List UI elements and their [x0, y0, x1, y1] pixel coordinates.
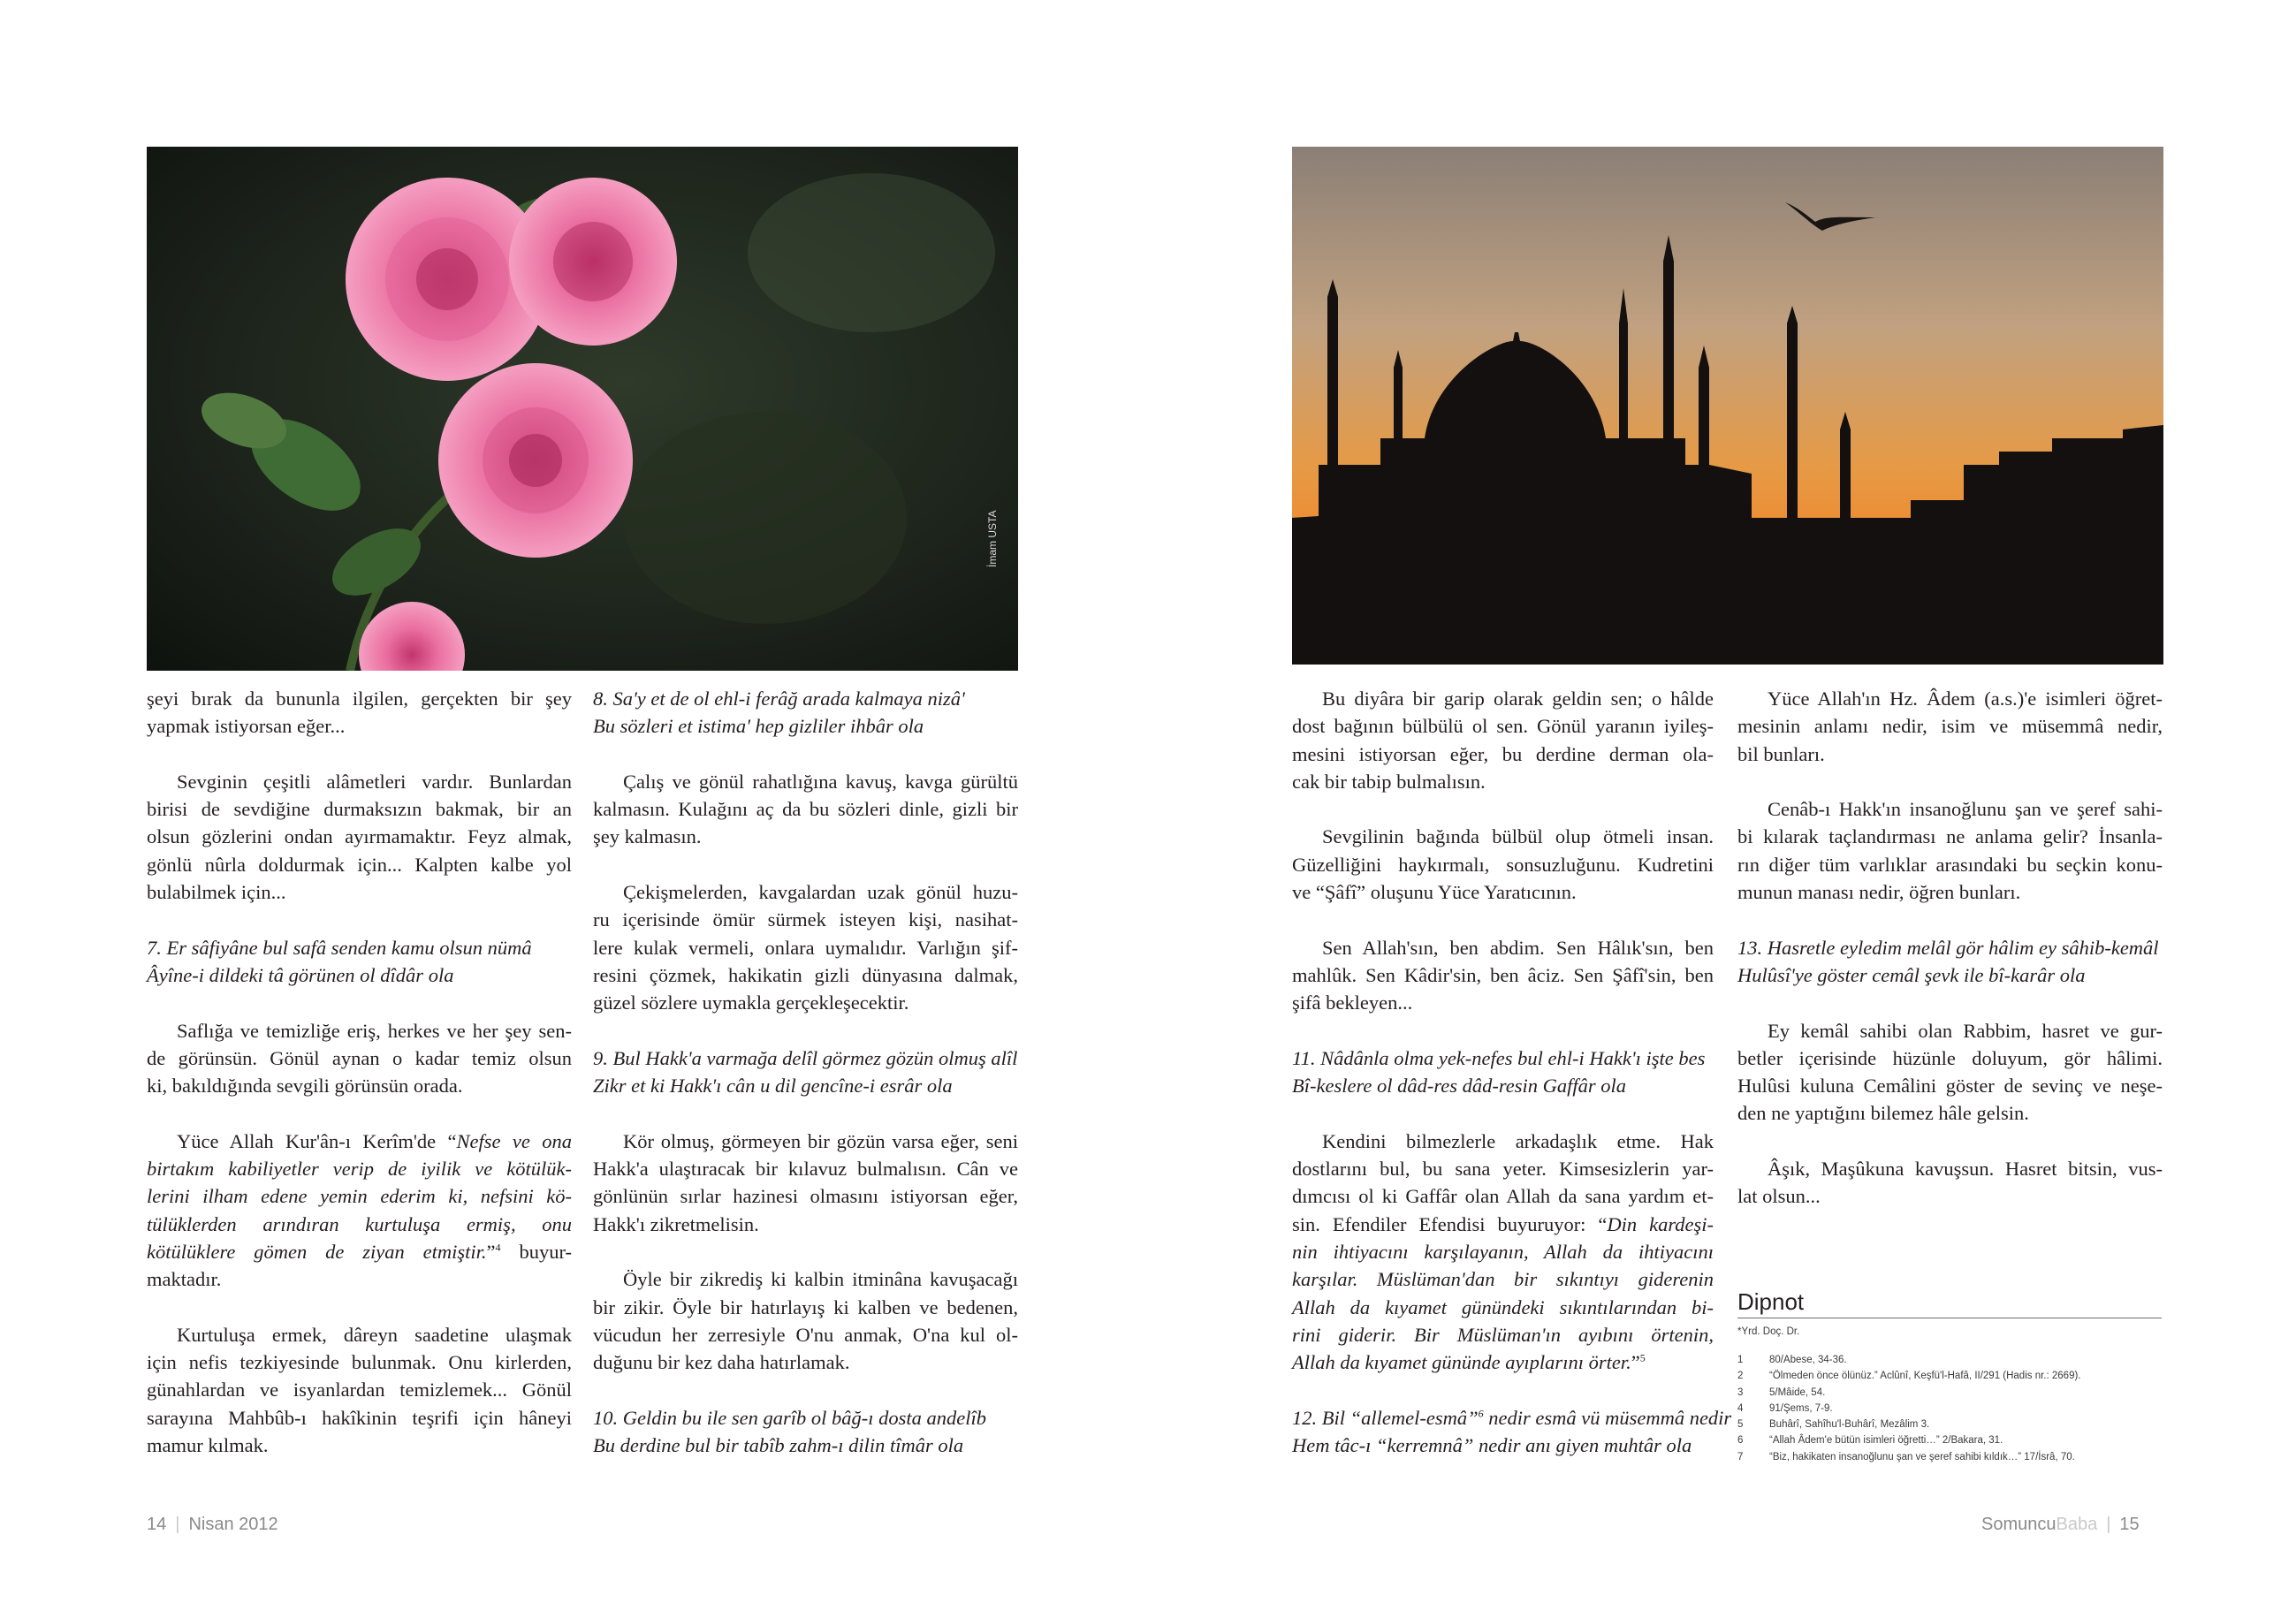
verse-line: 10. Geldin bu ile sen garîb ol bâğ-ı dosta andelîb: [593, 1406, 986, 1429]
page-number-right: 15: [2119, 1515, 2140, 1534]
text-line: Ey kemâl sahibi olan Rabbim, hasret ve gur-: [1768, 1019, 2163, 1042]
text-line: lat olsun...: [1737, 1185, 1821, 1208]
text-line: sarayına Mahbûb-ı hakîkinin teşrifi için hâneyi: [147, 1406, 572, 1429]
text-line: bir zikir. Öyle bir hatırlayış ki kalben ve bedenen,: [593, 1295, 1018, 1318]
mosque-illustration: [1292, 147, 2163, 665]
photo-credit: İmam USTA: [986, 510, 999, 567]
paragraph: [147, 768, 572, 906]
text-line: ve “Şâfî” oluşunu Yüce Yaratıcının.: [1292, 881, 1577, 904]
footnote-item: 6 “Allah Âdem'e bütün isimleri öğretti…” 2/Bakara, 31.: [1737, 1435, 2003, 1447]
text-line: şifâ bekleyen...: [1292, 991, 1413, 1014]
text-line: karşılar. Müslüman'dan bir sıkıntıyı giderenin: [1292, 1268, 1714, 1291]
text-line: Âşık, Maşûkuna kavuşsun. Hasret bitsin, vus-: [1768, 1158, 2163, 1181]
text-line: munun manası nedir, öğren bunları.: [1737, 881, 2021, 904]
text-line: cak bir tabip bulmalısın.: [1292, 770, 1486, 793]
paragraph: [1737, 1155, 2163, 1211]
text-line: ki, bakıldığında sevgili görünsün orada.: [147, 1075, 463, 1098]
footnote-item: 5 Buhârî, Sahîhu'l-Buhârî, Mezâlim 3.: [1737, 1419, 1930, 1431]
footer-left: 14 | Nisan 2012: [147, 1515, 278, 1534]
text-line: Öyle bir zikrediş ki kalbin itminâna kavuşacağı: [623, 1268, 1018, 1291]
page-number-left: 14: [147, 1515, 167, 1534]
verse-line: Hulûsî'ye göster cemâl şevk ile bî-karâr ola: [1737, 963, 2086, 986]
text-line: mamur kılmak.: [147, 1434, 269, 1457]
text-line: bi kılarak taçlandırması ne anlama gelir? İnsanla-: [1737, 825, 2163, 848]
verse-line: Bî-keslere ol dâd-res dâd-resin Gaffâr ola: [1292, 1075, 1627, 1098]
text-line: Sen Allah'sın, ben abdim. Sen Hâlık'sın, ben: [1322, 936, 1714, 959]
paragraph: [147, 1128, 572, 1294]
text-line: bil bunları.: [1737, 742, 1825, 765]
text-line: Kurtuluşa ermek, dâreyn saadetine ulaşmak: [177, 1323, 572, 1346]
paragraph: [1292, 823, 1714, 906]
mosque-photo: [1292, 147, 2163, 665]
text-line: birtakım kabiliyetler verip de iyilik ve kötülük-: [147, 1158, 572, 1181]
text-line: dımcısı ol ki Gaffâr olan Allah da sana yardım et-: [1292, 1185, 1714, 1208]
paragraph: [1292, 685, 1714, 795]
text-line: şeyi bırak da bununla ilgilen, gerçekten bir şey: [147, 687, 572, 710]
text-line: kötülüklere gömen de ziyan etmiştir.”$^4$ buyur-: [147, 1240, 572, 1263]
text-line: maktadır.: [147, 1268, 222, 1291]
paragraph: [1737, 1017, 2163, 1128]
text-line: ru içerisinde ömür sürmek isteyen kişi, nasihat-: [593, 908, 1018, 931]
footnote-item: 7 “Biz, hakikaten insanoğlunu şan ve şeref sahibi kıldık…” 17/İsrâ, 70.: [1737, 1451, 2075, 1462]
footnotes-title: Dipnot: [1737, 1288, 1805, 1315]
text-line: Çekişmelerden, kavgalardan uzak gönül huzu-: [623, 881, 1018, 904]
footnote-ref: 6: [1478, 1407, 1484, 1420]
column-2: [593, 685, 1018, 1487]
footnote-list: [1737, 1352, 2162, 1465]
verse-line: 12. Bil “allemel-esmâ”$^6$ nedir esmâ vü müsemmâ nedir: [1292, 1406, 1732, 1429]
verse-line: 9. Bul Hakk'a varmağa delîl görmez gözün olmuş alîl: [593, 1046, 1018, 1069]
text-line: Sevginin çeşitli alâmetleri vardır. Bunlardan: [177, 770, 572, 793]
paragraph: [147, 1017, 572, 1100]
text-line: yapmak istiyorsan eğer...: [147, 715, 346, 738]
text-line: dost bağının bülbülü ol sen. Gönül yaranın iyileş-: [1292, 715, 1714, 738]
text-line: dostlarını bul, bu sana yeter. Kimsesizlerin yar-: [1292, 1158, 1714, 1181]
text-line: için nefis tezkiyesinde bulunmak. Onu kirlerden,: [147, 1351, 572, 1374]
roses-illustration: [147, 147, 1018, 671]
paragraph: [593, 1128, 1018, 1238]
text-line: Güzelliğini haykırmalı, sonsuzluğunu. Kudretini: [1292, 853, 1714, 876]
footnote-item: 1 80/Abese, 34-36.: [1737, 1355, 1847, 1365]
verse: [147, 934, 572, 990]
text-line: Kendini bilmezlerle arkadaşlık etme. Hak: [1322, 1129, 1714, 1152]
verse: [1737, 934, 2163, 990]
paragraph: [593, 1265, 1018, 1376]
text-line: vücudun her zerresiyle O'nu anmak, O'na kul ol-: [593, 1323, 1018, 1346]
text-line: Hulûsi kuluna Cemâlini göster de sevinç ve neşe-: [1737, 1075, 2163, 1098]
text-line: sin. Efendiler Efendisi buyuruyor: “Din kardeşi-: [1292, 1212, 1714, 1235]
text-line: lere kulak vermeli, onlara uymalıdır. Varlığın şif-: [593, 936, 1018, 959]
text-line: rini giderir. Bir Müslüman'ın ayıbını örtenin,: [1292, 1323, 1714, 1346]
issue-date: Nisan 2012: [188, 1515, 278, 1534]
verse-line: Bu sözleri et istima' hep gizliler ihbâr ola: [593, 715, 924, 738]
text-line: olsun gözlerini ondan ayırmamaktır. Feyz almak,: [147, 825, 572, 848]
footnote-author: *Yrd. Doç. Dr.: [1737, 1326, 1800, 1337]
column-3: [1292, 685, 1732, 1487]
text-line: gönlünün sırlar hazinesi olmasını istiyorsan eğer,: [593, 1185, 1018, 1208]
text-line: gönlü nûrla doldurmak için... Kalpten kalbe yol: [147, 853, 572, 876]
verse: [593, 685, 1018, 741]
text-line: mahlûk. Sen Kâdir'sin, ben âciz. Sen Şâfî'sin, ben: [1292, 963, 1714, 986]
footnote-ref: 4: [495, 1241, 501, 1254]
text-line: Yüce Allah Kur'ân-ı Kerîm'de “Nefse ve ona: [177, 1129, 572, 1152]
verse-line: Âyîne-i dildeki tâ görünen ol dîdâr ola: [147, 963, 454, 986]
text-line: bulabilmek için...: [147, 881, 286, 904]
text-line: Hakk'a ulaştıracak bir kılavuz bulmalısın. Cân ve: [593, 1158, 1018, 1181]
footnote-ref: 5: [1639, 1351, 1646, 1364]
text-line: kalmasın. Kulağını aç da bu sözleri dinle, gizli bir: [593, 798, 1018, 821]
text-line: rın diğer tüm varlıklar arasındaki bu seçkin konu-: [1737, 853, 2163, 876]
text-line: Sevgilinin bağında bülbül olup ötmeli insan.: [1322, 825, 1714, 848]
verse-line: 8. Sa'y et de ol ehl-i ferâğ arada kalmaya nizâ': [593, 687, 965, 710]
text-line: şey kalmasın.: [593, 825, 702, 848]
text-line: nin ihtiyacını karşılayanın, Allah da ihtiyacını: [1292, 1240, 1714, 1263]
footnote-item: 2 “Ölmeden önce ölünüz.” Aclûnî, Keşfü'l-Hafâ, II/291 (Hadis nr.: 2669).: [1737, 1371, 2081, 1382]
text-line: Allah da kıyamet günündeki sıkıntılarından bi-: [1292, 1295, 1714, 1318]
text-line: betler içerisinde hüzünle doluyum, gör hâlimi.: [1737, 1046, 2163, 1069]
verse-line: Bu derdine bul bir tabîb zahm-ı dilin tîmâr ola: [593, 1434, 964, 1457]
paragraph: [593, 878, 1018, 1016]
text-line: Çalış ve gönül rahatlığına kavuş, kavga gürültü: [623, 770, 1018, 793]
text-line: tülüklerden arındıran kurtuluşa ermiş, onu: [147, 1212, 572, 1235]
verse-line: Hem tâc-ı “kerremnâ” nedir anı giyen muhtâr ola: [1292, 1434, 1692, 1457]
text-line: mesini istiyorsan eğer, bu derdine derman ola-: [1292, 742, 1714, 765]
verse-line: 11. Nâdânla olma yek-nefes bul ehl-i Hakk'ı işte bes: [1292, 1046, 1706, 1069]
paragraph: [1292, 1128, 1714, 1377]
text-line: resini çözmek, hakikatin gizli dünyasına dalmak,: [593, 963, 1018, 986]
paragraph: [147, 1321, 572, 1459]
brand-logo: SomuncuBaba: [1981, 1515, 2098, 1534]
text-line: Kör olmuş, görmeyen bir gözün varsa eğer, seni: [623, 1129, 1018, 1152]
paragraph: [1292, 934, 1714, 1017]
text-line: Yüce Allah'ın Hz. Âdem (a.s.)'e isimleri öğret-: [1768, 687, 2163, 710]
verse: [1292, 1404, 1732, 1460]
footer-right: SomuncuBaba | 15: [1981, 1515, 2140, 1534]
column-4: [1737, 685, 2163, 1238]
text-line: Allah da kıyamet gününde ayıplarını örter.”$^5$: [1292, 1351, 1646, 1374]
verse-line: Zikr et ki Hakk'ı cân u dil gencîne-i esrâr ola: [593, 1075, 953, 1098]
text-line: günahlardan ve isyanlardan temizlemek... Gönül: [147, 1379, 572, 1402]
text-line: lerini ilham edene yemin ederim ki, nefsini kö-: [147, 1185, 572, 1208]
paragraph: [1737, 685, 2163, 768]
verse: [593, 1404, 1018, 1460]
text-line: Cenâb-ı Hakk'ın insanoğlunu şan ve şeref sahi-: [1768, 798, 2163, 821]
text-line: Bu diyâra bir garip olarak geldin sen; o hâlde: [1322, 687, 1714, 710]
roses-photo: [147, 147, 1018, 671]
text-line: duğunu bir kez daha hatırlamak.: [593, 1351, 850, 1374]
verse-line: 13. Hasretle eyledim melâl gör hâlim ey sâhib-kemâl: [1737, 936, 2159, 959]
text-line: de görünsün. Gönül aynan o kadar temiz olsun: [147, 1046, 572, 1069]
column-1: [147, 685, 572, 1487]
text-line: mesinin anlamı nedir, isim ve müsemmâ nedir,: [1737, 715, 2163, 738]
paragraph: [1737, 795, 2163, 906]
verse-line: 7. Er sâfiyâne bul safâ senden kamu olsun nümâ: [147, 936, 532, 959]
paragraph: [147, 685, 572, 741]
footnote-item: 3 5/Mâide, 54.: [1737, 1386, 1826, 1398]
verse: [1292, 1044, 1714, 1100]
text-line: güzel sözlere uymakla gerçekleşecektir.: [593, 991, 909, 1014]
text-line: Saflığa ve temizliğe eriş, herkes ve her şey sen-: [177, 1019, 572, 1042]
footnote-item: 4 91/Şems, 7-9.: [1737, 1402, 1833, 1414]
paragraph: [593, 768, 1018, 851]
text-line: Hakk'ı zikretmelisin.: [593, 1212, 759, 1235]
text-line: birisi de sevdiğine durmaksızın bakmak, bir an: [147, 798, 572, 821]
verse: [593, 1044, 1018, 1100]
text-line: den ne yaptığını bilemez hâle gelsin.: [1737, 1102, 2029, 1125]
